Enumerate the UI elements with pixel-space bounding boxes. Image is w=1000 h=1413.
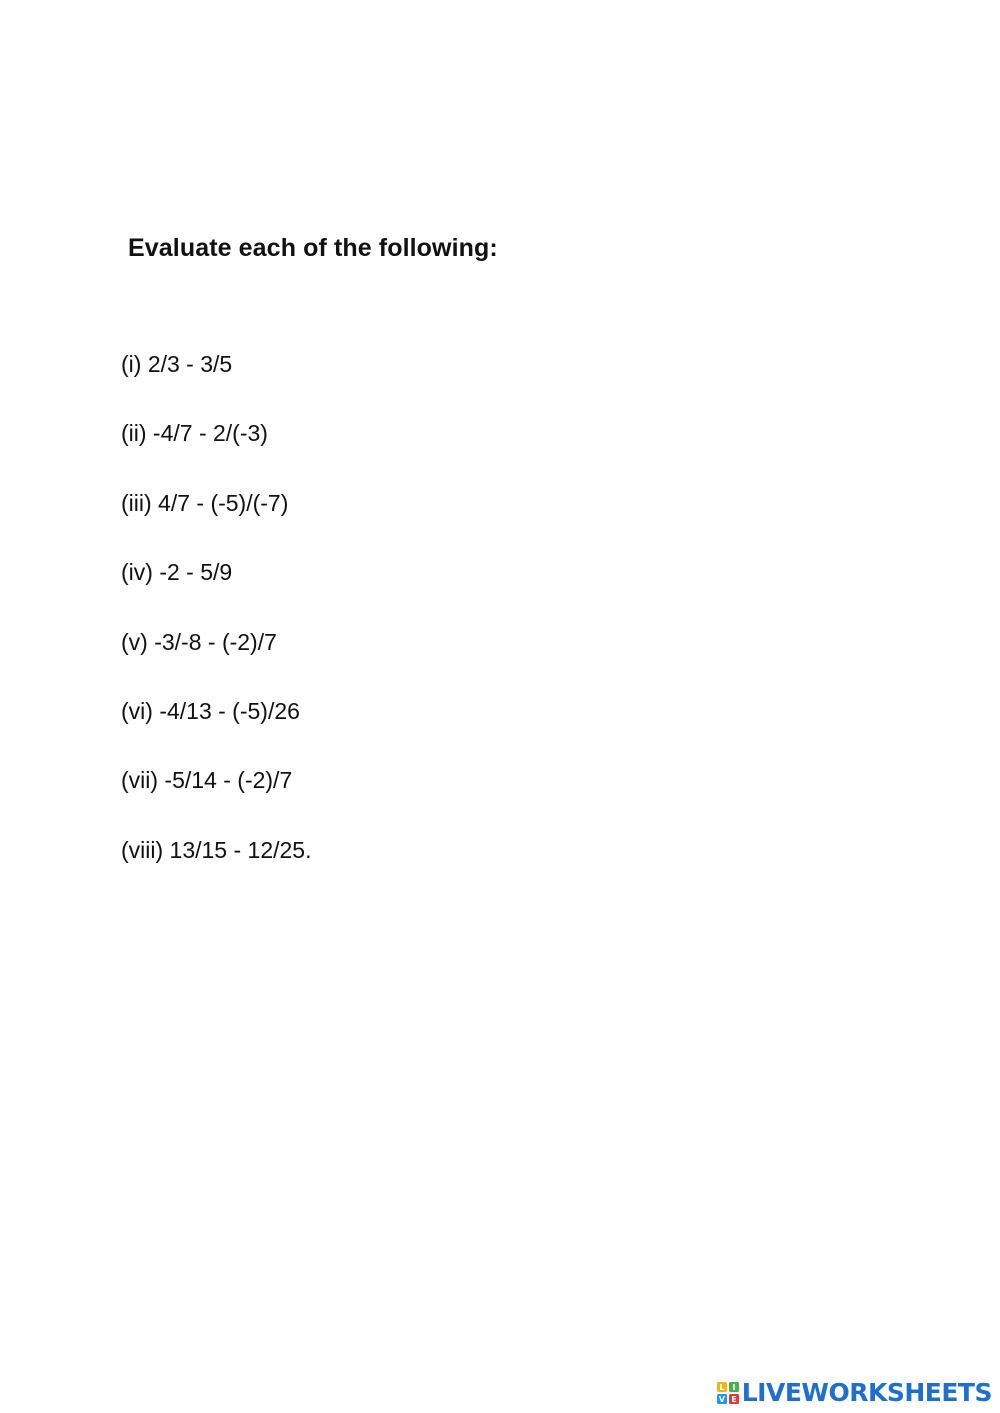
svg-text:I: I <box>732 1382 736 1392</box>
question-item: (ii) -4/7 - 2/(-3) <box>121 420 268 447</box>
svg-text:V: V <box>718 1394 725 1404</box>
question-item: (iii) 4/7 - (-5)/(-7) <box>121 489 289 516</box>
liveworksheets-logo-icon <box>716 1381 740 1405</box>
question-item: (v) -3/-8 - (-2)/7 <box>121 628 277 655</box>
question-list <box>121 348 311 903</box>
question-item: (iv) -2 - 5/9 <box>121 559 233 586</box>
question-item: (vii) -5/14 - (-2)/7 <box>121 767 293 794</box>
liveworksheets-brand <box>716 1378 992 1407</box>
worksheet-title: Evaluate each of the following: <box>128 234 498 262</box>
question-item: (vi) -4/13 - (-5)/26 <box>121 697 300 724</box>
liveworksheets-wordmark: LIVEWORKSHEETS <box>741 1378 992 1407</box>
question-item: (viii) 13/15 - 12/25. <box>121 836 312 863</box>
svg-text:E: E <box>731 1394 737 1404</box>
question-item: (i) 2/3 - 3/5 <box>121 351 233 377</box>
svg-text:L: L <box>719 1382 725 1392</box>
